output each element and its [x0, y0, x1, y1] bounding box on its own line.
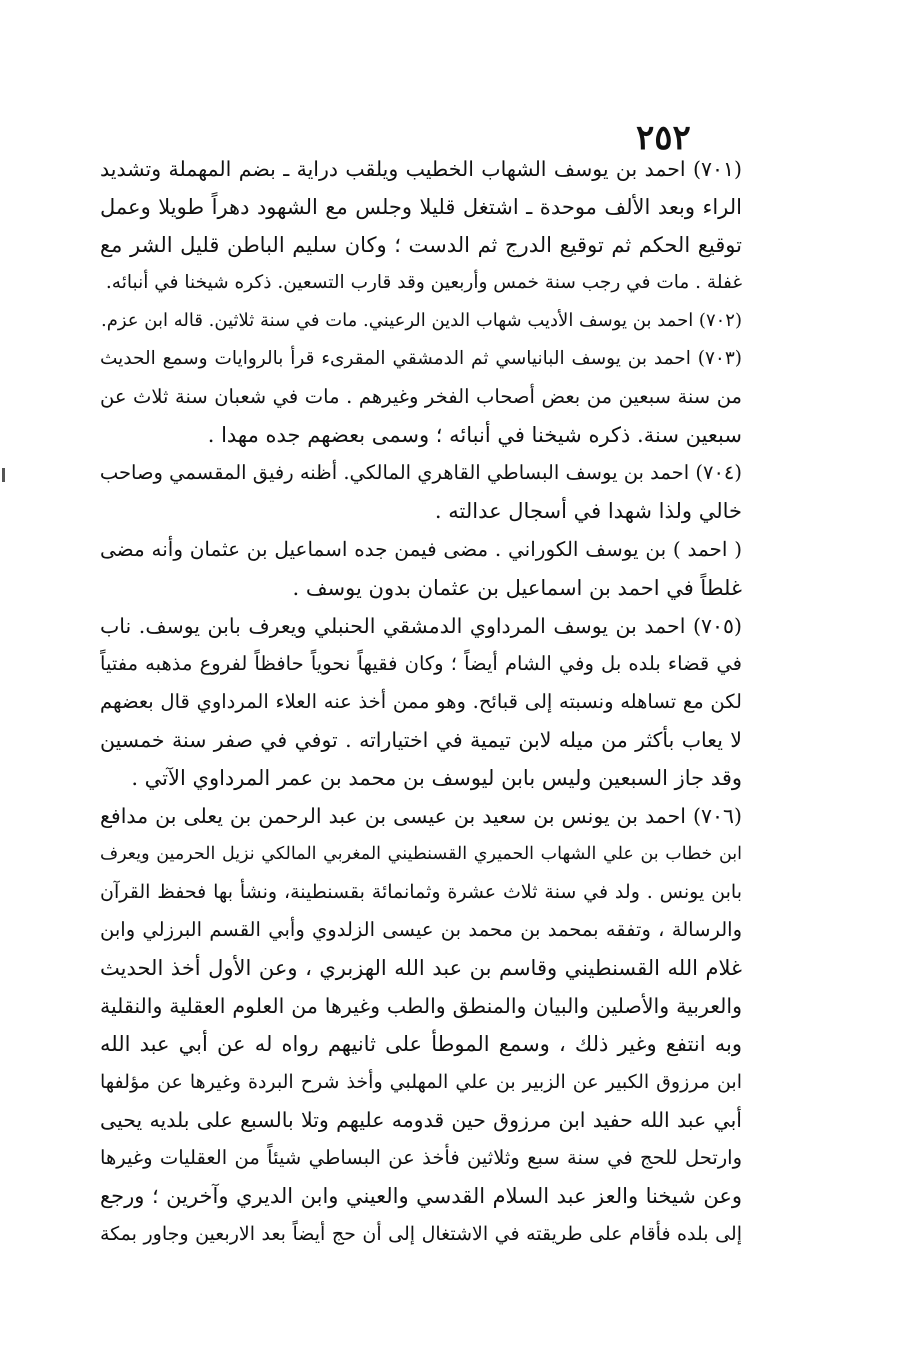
text-line: لا يعاب بأكثر من ميله لابن تيمية في اختياراته . توفي في صفر سنة خمسين: [100, 727, 742, 752]
text-line: والعربية والأصلين والبيان والمنطق والطب وغيرها من العلوم العقلية والنقلية: [100, 994, 742, 1019]
text-line: غفلة . مات في رجب سنة خمس وأربعين وقد قارب التسعين. ذكره شيخنا في أنبائه.: [105, 272, 742, 294]
text-line: وارتحل للحج في سنة سبع وثلاثين فأخذ عن البساطي شيئاً من العقليات وغيرها: [100, 1146, 742, 1170]
text-line: (٧٠٥) احمد بن يوسف المرداوي الدمشقي الحنبلي ويعرف بابن يوسف. ناب: [100, 613, 742, 638]
text-line: وعن شيخنا والعز عبد السلام القدسي والعيني وابن الديري وآخرين ؛ ورجع: [100, 1184, 742, 1209]
text-line: ابن مرزوق الكبير عن الزبير بن علي المهلبي وأخذ شرح البردة وغيرها عن مؤلفها: [100, 1071, 742, 1094]
text-line: ابن خطاب بن علي الشهاب الحميري القسنطيني المغربي المالكي نزيل الحرمين ويعرف: [100, 843, 742, 864]
text-line: والرسالة ، وتفقه بمحمد بن محمد بن عيسى الزلدوي وأبي القسم البرزلي وابن: [100, 917, 742, 941]
text-line: (٧٠٢) احمد بن يوسف الأديب شهاب الدين الرعيني. مات في سنة ثلاثين. قاله ابن عزم.: [101, 310, 742, 332]
text-line: ( احمد ) بن يوسف الكوراني . مضى فيمن جده اسماعيل بن عثمان وأنه مضى: [100, 537, 742, 562]
text-line: (٧٠٦) احمد بن يونس بن سعيد بن عيسى بن عبد الرحمن بن يعلى بن مدافع: [100, 803, 742, 828]
text-line: في قضاء بلده بل وفي الشام أيضاً ؛ وكان فقيهاً نحوياً حافظاً لفروع مذهبه مفتياً: [100, 651, 742, 675]
text-line: غلطاً في احمد بن اسماعيل بن عثمان بدون يوسف .: [292, 575, 742, 600]
text-line: أبي عبد الله حفيد ابن مرزوق حين قدومه عليهم وتلا بالسبع على بلديه يحيى: [100, 1108, 742, 1133]
page-number: ٢٥٢: [636, 118, 691, 158]
text-line: من سنة سبعين من بعض أصحاب الفخر وغيرهم . مات في شعبان سنة ثلاث عن: [100, 385, 742, 409]
text-line: (٧٠٤) احمد بن يوسف البساطي القاهري المالكي. أظنه رفيق المقسمي وصاحب: [100, 461, 742, 485]
text-line: سبعين سنة. ذكره شيخنا في أنبائه ؛ وسمى بعضهم جده مهدا .: [207, 423, 742, 448]
text-line: وقد جاز السبعين وليس بابن ليوسف بن محمد بن عمر المرداوي الآتي .: [131, 765, 742, 790]
text-line: (٧٠١) احمد بن يوسف الشهاب الخطيب ويلقب دراية ـ بضم المهملة وتشديد: [100, 157, 742, 181]
text-line: توقيع الحكم ثم توقيع الدرج ثم الدست ؛ وكان سليم الباطن قليل الشر مع: [100, 233, 742, 258]
body-text: [100, 150, 742, 1253]
text-line: بابن يونس . ولد في سنة ثلاث عشرة وثمانمائة بقسنطينة، ونشأ بها فحفظ القرآن: [100, 880, 742, 903]
text-line: الراء وبعد الألف موحدة ـ اشتغل قليلا وجلس مع الشهود دهراً طويلا وعمل: [100, 195, 742, 220]
text-line: لكن مع تساهله ونسبته إلى قبائح. وهو ممن أخذ عنه العلاء المرداوي قال بعضهم: [100, 689, 742, 713]
text-line: خالي ولذا شهدا في أسجال عدالته .: [434, 499, 742, 524]
text-line: غلام الله القسنطيني وقاسم بن عبد الله الهزبري ، وعن الأول أخذ الحديث: [100, 955, 742, 980]
text-line: وبه انتفع وغير ذلك ، وسمع الموطأ على ثانيهم رواه له عن أبي عبد الله: [100, 1032, 742, 1057]
text-line: إلى بلده فأقام على طريقته في الاشتغال إلى أن حج أيضاً بعد الاربعين وجاور بمكة: [100, 1223, 742, 1246]
text-line: (٧٠٣) احمد بن يوسف البانياسي ثم الدمشقي المقرىء قرأ بالروايات وسمع الحديث: [100, 348, 742, 370]
margin-mark: [2, 468, 5, 482]
